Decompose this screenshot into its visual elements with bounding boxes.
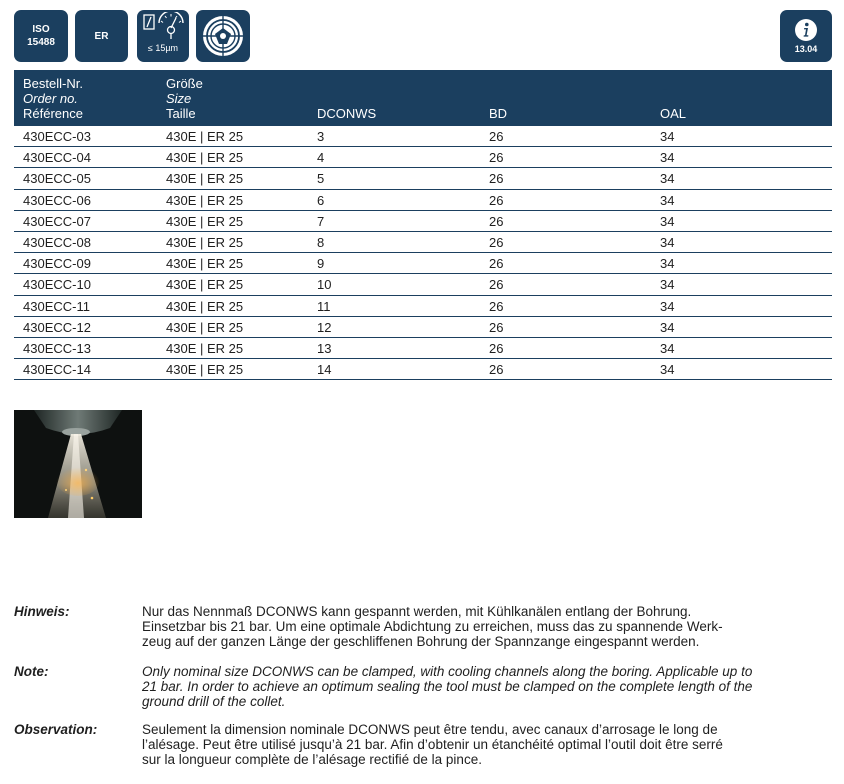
cell-oal: 34 bbox=[660, 192, 675, 208]
cell-bd: 26 bbox=[489, 150, 504, 166]
iso-badge-line1: ISO bbox=[32, 24, 50, 35]
cell-dconws: 5 bbox=[317, 171, 325, 187]
header-order-no-de: Bestell-Nr. bbox=[23, 76, 83, 91]
header-dconws: DCONWS bbox=[317, 106, 377, 121]
note-french-line: sur la longueur complète de l’alésage rectifié de la pince. bbox=[142, 752, 482, 767]
table-header bbox=[14, 70, 832, 126]
note-english-label: Note: bbox=[14, 664, 49, 679]
cell-dconws: 11 bbox=[317, 298, 331, 314]
cell-order-no: 430ECC-05 bbox=[23, 171, 91, 187]
info-badge-label: 13.04 bbox=[794, 44, 818, 54]
note-german-label: Hinweis: bbox=[14, 604, 70, 619]
er-badge bbox=[75, 10, 128, 62]
cell-oal: 34 bbox=[660, 319, 675, 335]
cell-order-no: 430ECC-04 bbox=[23, 150, 91, 166]
header-size-en: Size bbox=[166, 91, 192, 106]
cell-oal: 34 bbox=[660, 150, 675, 166]
note-english-line: ground drill of the collet. bbox=[142, 694, 286, 709]
cell-size: 430E | ER 25 bbox=[166, 234, 244, 250]
cell-order-no: 430ECC-09 bbox=[23, 256, 91, 272]
table-row bbox=[14, 232, 832, 253]
runout-badge-label: ≤ 15µm bbox=[147, 43, 179, 53]
info-badge[interactable] bbox=[780, 10, 832, 62]
er-badge-label: ER bbox=[94, 30, 109, 42]
note-english-line: Only nominal size DCONWS can be clamped, with cooling channels along the boring. Applicable up to bbox=[142, 664, 753, 679]
cell-oal: 34 bbox=[660, 340, 675, 356]
cell-dconws: 10 bbox=[317, 277, 332, 293]
note-french-label: Observation: bbox=[14, 722, 98, 737]
cell-dconws: 12 bbox=[317, 319, 332, 335]
cell-order-no: 430ECC-13 bbox=[23, 340, 91, 356]
cell-size: 430E | ER 25 bbox=[166, 129, 244, 144]
runout-gauge-icon bbox=[140, 12, 186, 42]
cell-oal: 34 bbox=[660, 298, 675, 314]
cell-oal: 34 bbox=[660, 277, 675, 293]
info-icon bbox=[794, 18, 818, 42]
cell-size: 430E | ER 25 bbox=[166, 192, 244, 208]
cell-bd: 26 bbox=[489, 234, 504, 250]
cell-size: 430E | ER 25 bbox=[166, 319, 244, 335]
cell-dconws: 14 bbox=[317, 362, 332, 378]
note-french-text bbox=[142, 722, 832, 767]
table-row bbox=[14, 168, 832, 189]
coolant-spray-photo bbox=[14, 410, 142, 518]
header-bd: BD bbox=[489, 106, 508, 121]
cell-order-no: 430ECC-08 bbox=[23, 234, 91, 250]
table-row bbox=[14, 147, 832, 168]
cell-dconws: 4 bbox=[317, 150, 325, 166]
header-order-no bbox=[23, 76, 83, 121]
cell-order-no: 430ECC-03 bbox=[23, 129, 91, 144]
header-size-de: Größe bbox=[166, 76, 203, 91]
note-german-line: Nur das Nennmaß DCONWS kann gespannt werden, mit Kühlkanälen entlang der Bohrung. bbox=[142, 604, 692, 619]
cell-bd: 26 bbox=[489, 213, 504, 229]
cell-dconws: 9 bbox=[317, 256, 325, 272]
note-french-line: Seulement la dimension nominale DCONWS peut être tendu, avec canaux d’arrosage le long de bbox=[142, 722, 718, 737]
note-german-line: zeug auf der ganzen Länge der geschliffenen Bohrung der Spannzange eingespannt werden. bbox=[142, 634, 700, 649]
cell-oal: 34 bbox=[660, 129, 675, 144]
cell-size: 430E | ER 25 bbox=[166, 277, 244, 293]
cell-order-no: 430ECC-10 bbox=[23, 277, 91, 293]
table-body bbox=[14, 126, 832, 380]
table-row bbox=[14, 317, 832, 338]
table-row bbox=[14, 338, 832, 359]
cell-order-no: 430ECC-07 bbox=[23, 213, 91, 229]
cell-order-no: 430ECC-06 bbox=[23, 192, 91, 208]
cell-size: 430E | ER 25 bbox=[166, 362, 244, 378]
note-english-line: 21 bar. In order to achieve an optimum sealing the tool must be clamped on the complete length of the bbox=[142, 679, 753, 694]
cell-bd: 26 bbox=[489, 192, 504, 208]
cell-size: 430E | ER 25 bbox=[166, 171, 244, 187]
header-order-no-en: Order no. bbox=[23, 91, 78, 106]
cell-bd: 26 bbox=[489, 319, 504, 335]
collet-crosssection-icon bbox=[201, 14, 245, 58]
cell-oal: 34 bbox=[660, 256, 675, 272]
table-row bbox=[14, 190, 832, 211]
cell-bd: 26 bbox=[489, 129, 504, 144]
cell-oal: 34 bbox=[660, 362, 675, 378]
product-table bbox=[14, 70, 832, 380]
cell-dconws: 6 bbox=[317, 192, 325, 208]
cell-oal: 34 bbox=[660, 171, 675, 187]
cell-size: 430E | ER 25 bbox=[166, 256, 244, 272]
note-english-text bbox=[142, 664, 832, 709]
header-size-fr: Taille bbox=[166, 106, 196, 121]
cell-size: 430E | ER 25 bbox=[166, 298, 244, 314]
cell-dconws: 8 bbox=[317, 234, 325, 250]
cell-dconws: 7 bbox=[317, 213, 325, 229]
header-oal: OAL bbox=[660, 106, 687, 121]
cell-oal: 34 bbox=[660, 234, 675, 250]
cell-bd: 26 bbox=[489, 277, 504, 293]
note-french-line: l’alésage. Peut être utilisé jusqu’à 21 bar. Afin d’obtenir un étanchéité optimal l’outil doit être serré bbox=[142, 737, 723, 752]
note-german-text bbox=[142, 604, 832, 649]
cell-bd: 26 bbox=[489, 340, 504, 356]
cell-bd: 26 bbox=[489, 171, 504, 187]
header-size bbox=[166, 76, 203, 121]
note-german-line: Einsetzbar bis 21 bar. Um eine optimale Abdichtung zu erreichen, muss das zu spannende Werk- bbox=[142, 619, 723, 634]
cell-dconws: 13 bbox=[317, 340, 332, 356]
iso-badge bbox=[14, 10, 68, 62]
coolant-collet-badge bbox=[196, 10, 250, 62]
header-order-no-fr: Référence bbox=[23, 106, 83, 121]
cell-bd: 26 bbox=[489, 298, 504, 314]
cell-oal: 34 bbox=[660, 213, 675, 229]
table-row bbox=[14, 296, 832, 317]
cell-size: 430E | ER 25 bbox=[166, 213, 244, 229]
cell-order-no: 430ECC-14 bbox=[23, 362, 91, 378]
cell-bd: 26 bbox=[489, 362, 504, 378]
table-row bbox=[14, 253, 832, 274]
cell-order-no: 430ECC-12 bbox=[23, 319, 91, 335]
cell-dconws: 3 bbox=[317, 129, 325, 144]
cell-bd: 26 bbox=[489, 256, 504, 272]
table-row bbox=[14, 211, 832, 232]
table-row bbox=[14, 359, 832, 380]
iso-badge-line2: 15488 bbox=[27, 37, 55, 48]
cell-size: 430E | ER 25 bbox=[166, 340, 244, 356]
table-row bbox=[14, 126, 832, 147]
cell-size: 430E | ER 25 bbox=[166, 150, 244, 166]
cell-order-no: 430ECC-11 bbox=[23, 298, 90, 314]
table-row bbox=[14, 274, 832, 295]
runout-badge bbox=[137, 10, 189, 62]
